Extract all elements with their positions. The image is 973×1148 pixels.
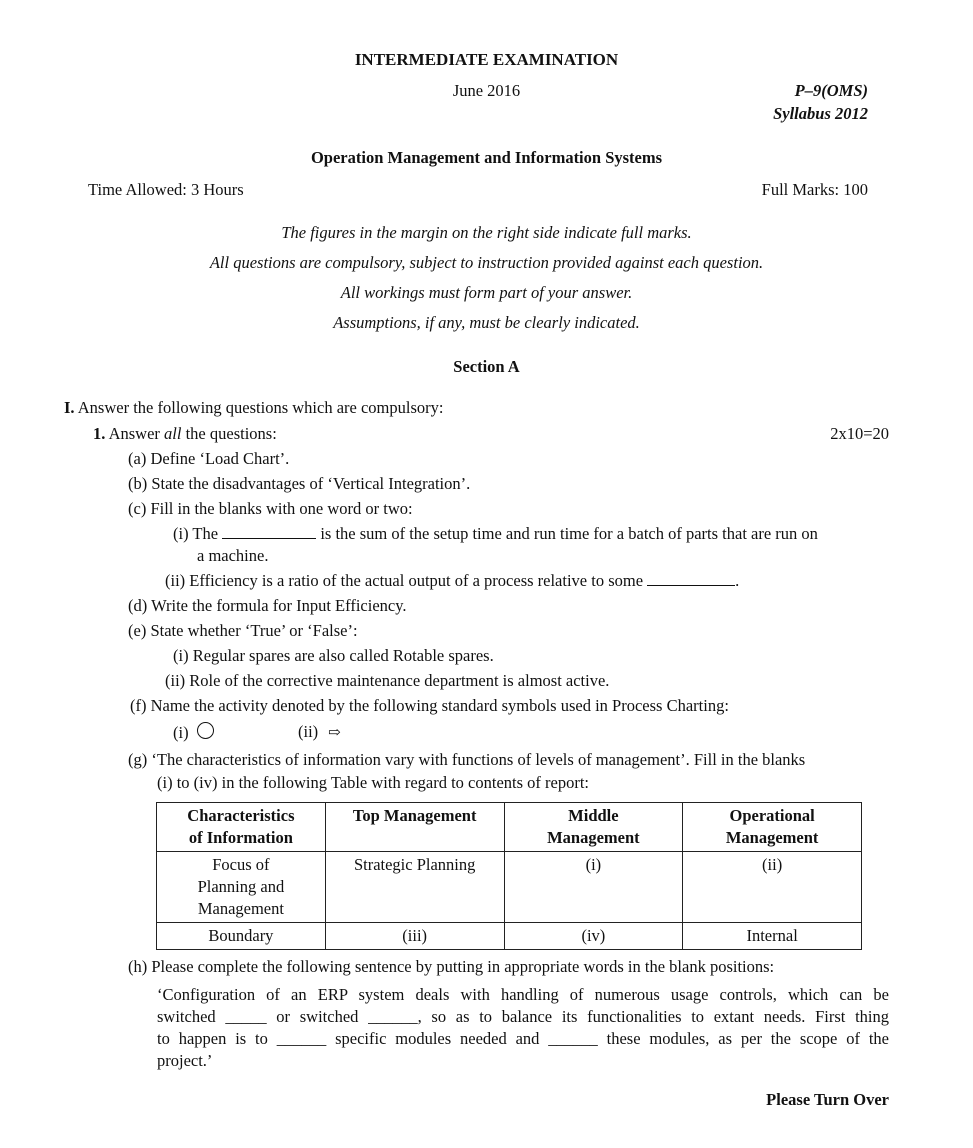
item-text: Please complete the following sentence by putting in appropriate words in the blank positions: [151,957,775,976]
item-label: (d) [128,596,148,615]
paper-code: P–9(OMS) [794,81,868,100]
question-item-d [128,596,407,616]
item-text: The [192,524,219,543]
information-characteristics-table [156,802,862,950]
item-label: (e) [128,621,147,640]
question-item-c-ii [165,571,739,591]
question-item-e-ii [165,671,609,691]
table-cell: (i) [504,852,683,923]
item-label: (i) [173,646,189,665]
question-item-f-ii [298,722,341,742]
question-item-h [128,957,774,977]
item-label: (i) [173,723,189,742]
instruction-1: The figures in the margin on the right side indicate full marks. [281,223,692,242]
table-cell [157,852,326,923]
question-text: the questions: [181,424,277,443]
item-text: Fill in the blanks with one word or two: [150,499,413,518]
cell-line: Management [197,899,284,918]
item-label: (h) [128,957,148,976]
item-text: Name the activity denoted by the following standard symbols used in Process Charting: [150,696,729,715]
table-cell: Boundary [157,923,326,950]
question-item-f [130,696,729,716]
full-marks: Full Marks: 100 [761,180,868,199]
item-text: State whether ‘True’ or ‘False’: [150,621,358,640]
item-label: (ii) [165,571,186,590]
question-item-c-i [173,524,889,544]
question-item-c-i-continuation: a machine. [197,546,269,565]
please-turn-over: Please Turn Over [766,1090,889,1109]
erp-quote-line-2: switched _____ or switched ______, so as to balance its functionalities to extant needs. First thing [157,1007,889,1026]
table-header-cell [683,803,862,852]
part-heading [64,398,443,418]
header-line: Top Management [352,806,477,825]
item-text: Efficiency is a ratio of the actual output of a process relative to some [189,571,644,590]
table-row [157,923,862,950]
item-text: ‘The characteristics of information vary with functions of levels of management’. Fill in the blanks [151,750,806,769]
item-text: is the sum of the setup time and run time for a batch of parts that are run on [320,524,818,543]
cell-line: Focus of [212,855,270,874]
section-title: Section A [453,357,520,376]
table-cell: Strategic Planning [325,852,504,923]
table-cell: (iii) [325,923,504,950]
instruction-3: All workings must form part of your answer. [340,283,633,302]
item-text: . [735,571,740,590]
table-header-cell [325,803,504,852]
table-header-row [157,803,862,852]
time-allowed: Time Allowed: 3 Hours [88,180,244,199]
header-line: of Information [188,828,293,847]
header-line: Characteristics [187,806,295,825]
header-line: Management [725,828,819,847]
exam-date: June 2016 [452,81,521,100]
item-label: (f) [130,696,147,715]
arrow-right-icon: ⇨ [328,725,341,741]
question-item-e [128,621,358,641]
circle-icon [197,722,214,739]
table-cell: Internal [683,923,862,950]
instruction-2: All questions are compulsory, subject to instruction provided against each question. [209,253,764,272]
answer-blank [222,537,316,539]
question-text-emphasis: all [164,424,182,443]
erp-quote-line-3: to happen is to ______ specific modules needed and ______ these modules, as per the scope of the [157,1029,889,1048]
item-label: (i) [173,524,189,543]
question-item-g-line2: (i) to (iv) in the following Table with regard to contents of report: [157,773,590,792]
header-line: Management [547,828,640,847]
part-text: Answer the following questions which are compulsory: [77,398,444,417]
item-label: (g) [128,750,148,769]
item-label: (c) [128,499,147,518]
part-number: I. [64,398,75,417]
table-cell: (iv) [504,923,683,950]
erp-quote-line-4: project.’ [157,1051,213,1070]
header-line: Operational [729,806,815,825]
question-item-e-i [173,646,494,666]
instruction-4: Assumptions, if any, must be clearly indicated. [333,313,640,332]
item-text: Write the formula for Input Efficiency. [151,596,407,615]
question-1-heading [93,424,277,444]
table-row [157,852,862,923]
question-item-c [128,499,413,519]
table-header-cell [504,803,683,852]
erp-quote-line-1: ‘Configuration of an ERP system deals with handling of numerous usage controls, which can be [157,985,889,1004]
subject-title: Operation Management and Information Systems [310,148,663,167]
cell-line: Planning and [197,877,285,896]
item-text: Role of the corrective maintenance department is almost active. [189,671,610,690]
question-item-f-i [173,722,214,743]
question-item-b [128,474,470,494]
item-label: (ii) [298,722,319,741]
table-cell: (ii) [683,852,862,923]
question-item-g [128,750,805,770]
table-header-cell [157,803,326,852]
item-text: State the disadvantages of ‘Vertical Integration’. [151,474,471,493]
header-line: Middle [568,806,619,825]
item-label: (b) [128,474,148,493]
item-text: Regular spares are also called Rotable spares. [192,646,494,665]
question-text: Answer [108,424,165,443]
item-text: Define ‘Load Chart’. [150,449,290,468]
exam-title: INTERMEDIATE EXAMINATION [354,50,619,69]
item-label: (ii) [165,671,186,690]
question-item-a [128,449,289,469]
question-number: 1. [93,424,106,443]
syllabus: Syllabus 2012 [773,104,868,123]
answer-blank [647,584,735,586]
question-marks: 2x10=20 [830,424,889,443]
item-label: (a) [128,449,147,468]
